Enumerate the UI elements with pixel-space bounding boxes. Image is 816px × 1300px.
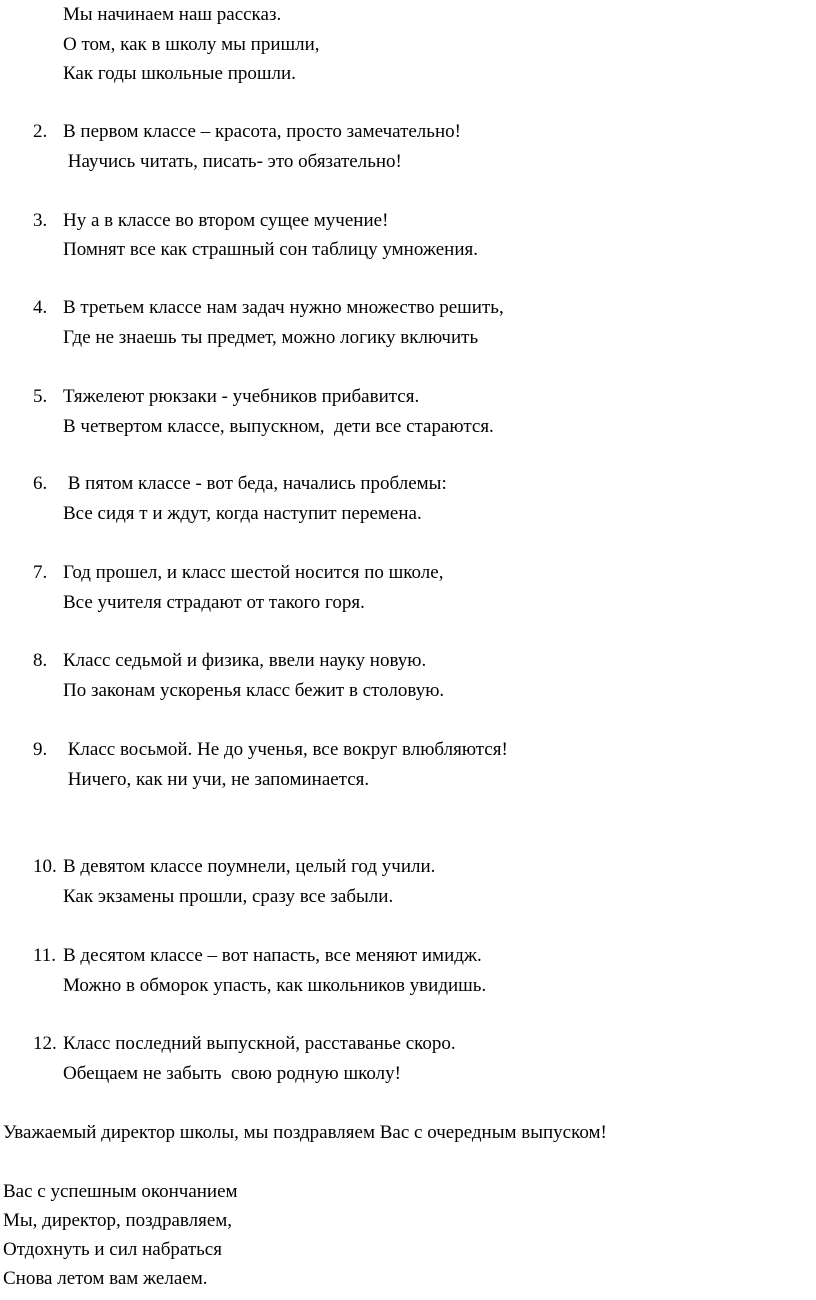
verse-line: Тяжелеют рюкзаки - учебников прибавится. xyxy=(63,386,420,407)
verse-line: Научись читать, писать- это обязательно! xyxy=(63,151,402,172)
verse-line: Год прошел, и класс шестой носится по школе, xyxy=(63,562,444,583)
verse-line: В третьем классе нам задач нужно множество решить, xyxy=(63,297,504,318)
verse-number: 5. xyxy=(33,386,48,407)
address-line: Уважаемый директор школы, мы поздравляем Вас с очередным выпуском! xyxy=(3,1122,607,1143)
verse-line: Класс седьмой и физика, ввели науку новую. xyxy=(63,650,427,671)
verse-number: 6. xyxy=(33,473,48,494)
verse-number: 7. xyxy=(33,562,48,583)
verse-number: 10. xyxy=(33,856,57,877)
verse-line: Помнят все как страшный сон таблицу умножения. xyxy=(63,239,478,260)
intro-line: О том, как в школу мы пришли, xyxy=(63,34,320,55)
verse-line: Класс последний выпускной, расставанье скоро. xyxy=(63,1033,456,1054)
verse-line: В десятом классе – вот напасть, все меняют имидж. xyxy=(63,945,482,966)
verse-number: 9. xyxy=(33,739,48,760)
verse-line: Обещаем не забыть свою родную школу! xyxy=(63,1063,401,1084)
verse-number: 8. xyxy=(33,650,48,671)
closing-line: Мы, директор, поздравляем, xyxy=(3,1210,233,1231)
verse-line: В девятом классе поумнели, целый год учили. xyxy=(63,856,436,877)
verse-line: Все сидя т и ждут, когда наступит перемена. xyxy=(63,503,422,524)
verse-line: Ну а в классе во втором сущее мучение! xyxy=(63,210,389,231)
verse-line: В четвертом классе, выпускном, дети все стараются. xyxy=(63,416,494,437)
closing-line: Вас с успешным окончанием xyxy=(3,1181,238,1202)
closing-line: Снова летом вам желаем. xyxy=(3,1268,208,1289)
intro-line: Мы начинаем наш рассказ. xyxy=(63,4,282,25)
intro-line: Как годы школьные прошли. xyxy=(63,63,296,84)
verse-line: По законам ускоренья класс бежит в столовую. xyxy=(63,680,445,701)
verse-number: 12. xyxy=(33,1033,57,1054)
verse-line: Можно в обморок упасть, как школьников увидишь. xyxy=(63,975,487,996)
verse-line: Все учителя страдают от такого горя. xyxy=(63,592,365,613)
verse-line: Где не знаешь ты предмет, можно логику включить xyxy=(63,327,479,348)
verse-line: Класс восьмой. Не до ученья, все вокруг влюбляются! xyxy=(63,739,508,760)
closing-line: Отдохнуть и сил набраться xyxy=(3,1239,222,1260)
verse-number: 11. xyxy=(33,945,57,966)
verse-line: Ничего, как ни учи, не запоминается. xyxy=(63,769,370,790)
verse-line: Как экзамены прошли, сразу все забыли. xyxy=(63,886,394,907)
verse-number: 4. xyxy=(33,297,48,318)
verse-line: В первом классе – красота, просто замечательно! xyxy=(63,121,461,142)
verse-number: 3. xyxy=(33,210,48,231)
verse-number: 2. xyxy=(33,121,48,142)
verse-line: В пятом классе - вот беда, начались проблемы: xyxy=(63,473,447,494)
